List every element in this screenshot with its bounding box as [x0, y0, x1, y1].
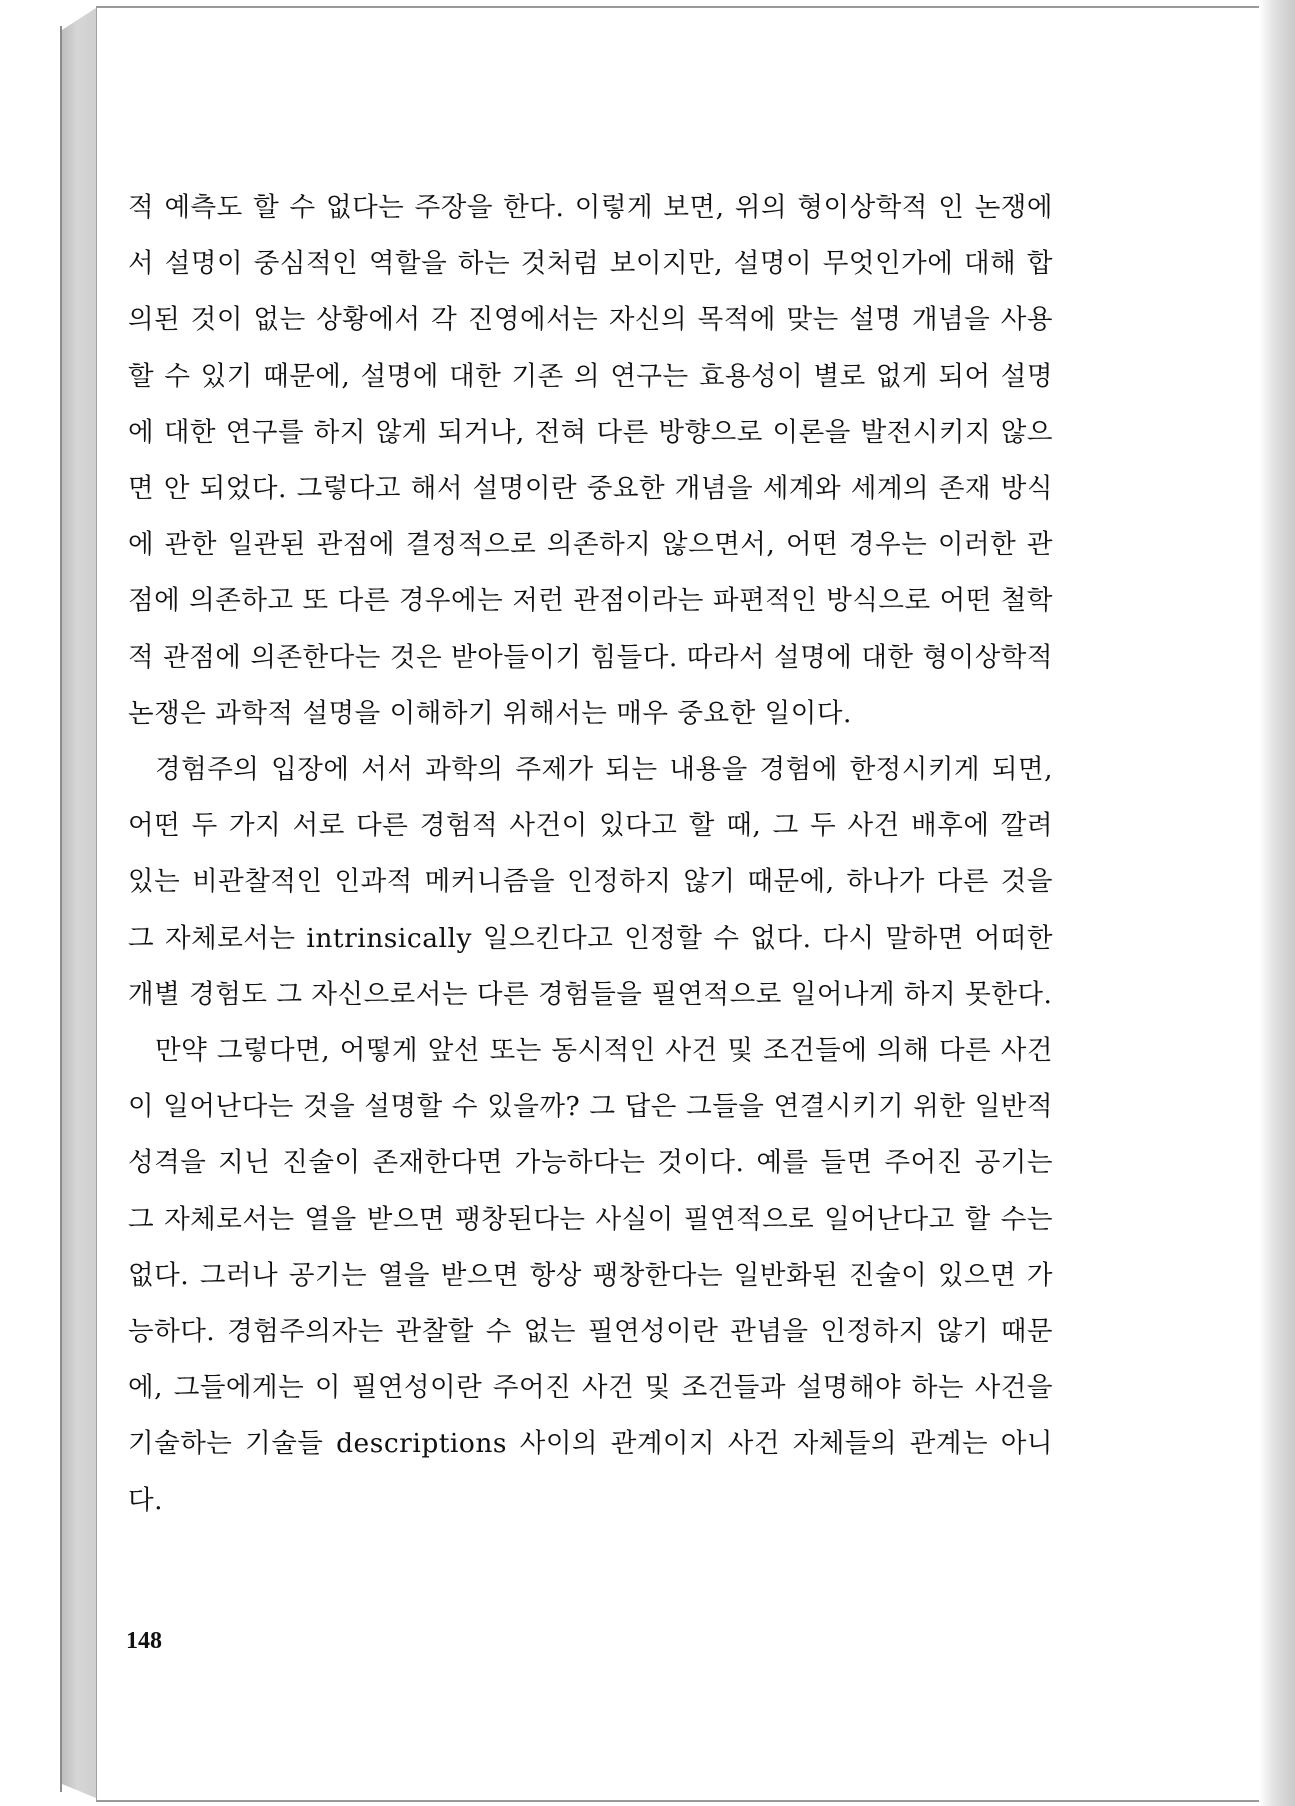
- paragraph-2: 경험주의 입장에 서서 과학의 주제가 되는 내용을 경험에 한정시키게 되면, 어떤 두 가지 서로 다른 경험적 사건이 있다고 할 때, 그 두 사건 배후에 깔려 있는 비관찰적인 인과적 메커니즘을 인정하지 않기 때문에, 하나가 다른 것을 그 자체로서는 intrinsically 일으킨다고 인정할 수 없다. 다시 말하면 어떠한 개별 경험도 그 자신으로서는 다른 경험들을 필연적으로 일어나게 하지 못한다.: [128, 754, 1053, 1010]
- page-body-text: [128, 180, 1053, 1529]
- paragraph-3: 만약 그렇다면, 어떻게 앞선 또는 동시적인 사건 및 조건들에 의해 다른 사건이 일어난다는 것을 설명할 수 있을까? 그 답은 그들을 연결시키기 위한 일반적 성격을 지닌 진술이 존재한다면 가능하다는 것이다. 예를 들면 주어진 공기는 그 자체로서는 열을 받으면 팽창된다는 사실이 필연적으로 일어난다고 할 수는 없다. 그러나 공기는 열을 받으면 항상 팽창한다는 일반화된 진술이 있으면 가능하다. 경험주의자는 관찰할 수 없는 필연성이란 관념을 인정하지 않기 때문에, 그들에게는 이 필연성이란 주어진 사건 및 조건들과 설명해야 하는 사건을 기술하는 기술들 descriptions 사이의 관계이지 사건 자체들의 관계는 아니다.: [128, 1035, 1053, 1516]
- book-spine: [62, 8, 96, 1798]
- page-curl-shadow: [1259, 0, 1295, 1806]
- paragraph-1: 적 예측도 할 수 없다는 주장을 한다. 이렇게 보면, 위의 형이상학적 인 논쟁에서 설명이 중심적인 역할을 하는 것처럼 보이지만, 설명이 무엇인가에 대해 합의된 것이 없는 상황에서 각 진영에서는 자신의 목적에 맞는 설명 개념을 사용할 수 있기 때문에, 설명에 대한 기존 의 연구는 효용성이 별로 없게 되어 설명에 대한 연구를 하지 않게 되거나, 전혀 다른 방향으로 이론을 발전시키지 않으면 안 되었다. 그렇다고 해서 설명이란 중요한 개념을 세계와 세계의 존재 방식에 관한 일관된 관점에 결정적으로 의존하지 않으면서, 어떤 경우는 이러한 관점에 의존하고 또 다른 경우에는 저런 관점이라는 파편적인 방식으로 어떤 철학적 관점에 의존한다는 것은 받아들이기 힘들다. 따라서 설명에 대한 형이상학적 논쟁은 과학적 설명을 이해하기 위해서는 매우 중요한 일이다.: [128, 192, 1053, 729]
- book-spine-edge: [60, 26, 62, 1792]
- page-number: 148: [126, 1628, 162, 1654]
